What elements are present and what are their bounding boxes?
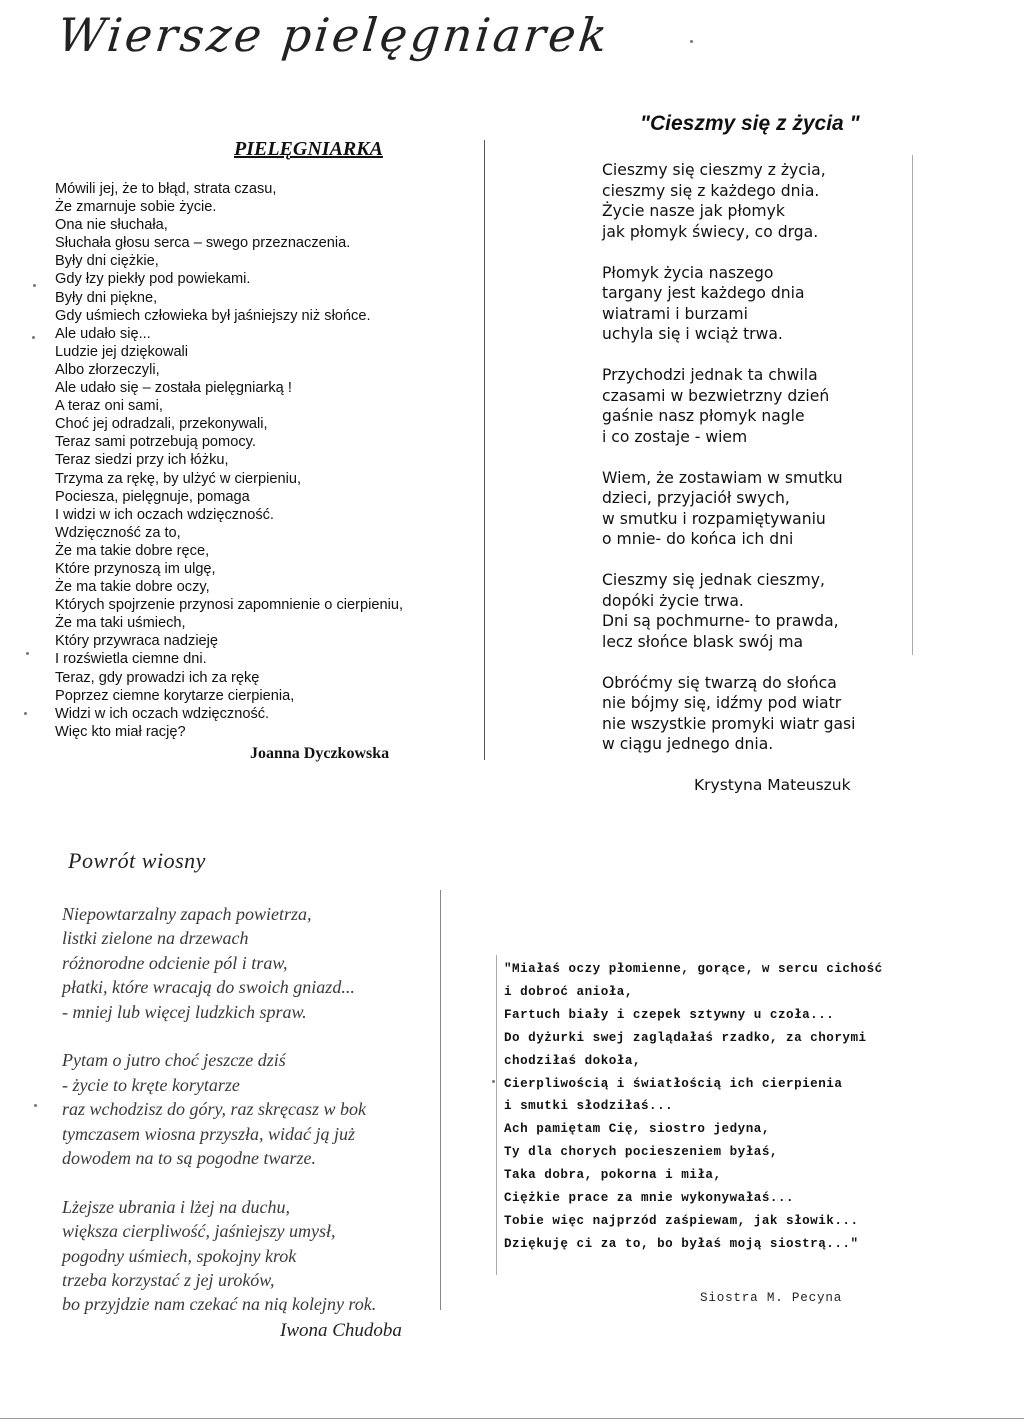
poem-2-body bbox=[602, 160, 902, 775]
poem-line: Wdzięczność za to, bbox=[55, 524, 181, 541]
scan-speck bbox=[24, 712, 27, 715]
poem-line: listki zielone na drzewach bbox=[62, 928, 249, 949]
stanza bbox=[602, 365, 902, 447]
poem-line: Ale udało się... bbox=[55, 325, 151, 342]
poem-line: Słuchała głosu serca – swego przeznaczenia. bbox=[55, 235, 351, 252]
poem-line: większa cierpliwość, jaśniejszy umysł, bbox=[62, 1221, 336, 1242]
poem-line: Tobie więc najprzód zaśpiewam, jak słowik... bbox=[504, 1213, 859, 1228]
poem-line: Że ma taki uśmiech, bbox=[55, 615, 186, 632]
poem-3-title: Powrót wiosny bbox=[68, 848, 206, 873]
poem-line: i dobroć anioła, bbox=[504, 984, 633, 999]
poem-line: Ludzie jej dziękowali bbox=[55, 343, 189, 360]
page-title: Wiersze pielęgniarek bbox=[55, 8, 613, 62]
poem-line: Więc kto miał rację? bbox=[55, 723, 186, 740]
poem-line: Taka dobra, pokorna i miła, bbox=[504, 1168, 722, 1183]
poem-line: Widzi w ich oczach wdzięczność. bbox=[55, 705, 270, 722]
poem-2-author: Krystyna Mateuszuk bbox=[694, 776, 851, 794]
poem-line: Ach pamiętam Cię, siostro jedyna, bbox=[504, 1122, 770, 1137]
poem-line: Teraz, gdy prowadzi ich za rękę bbox=[55, 669, 260, 686]
stanza bbox=[602, 570, 902, 652]
poem-line: i co zostaje - wiem bbox=[602, 427, 748, 446]
scan-speck bbox=[32, 336, 35, 339]
poem-line: Że ma takie dobre oczy, bbox=[55, 579, 210, 596]
stanza bbox=[62, 1048, 462, 1170]
poem-line: nie wszystkie promyki wiatr gasi bbox=[602, 714, 856, 733]
left-margin-line-bottom bbox=[496, 955, 497, 1275]
poem-line: gaśnie nasz płomyk nagle bbox=[602, 407, 805, 425]
poem-line: Dni są pochmurne- to prawda, bbox=[602, 612, 839, 630]
column-divider-top bbox=[484, 140, 485, 760]
poem-line: Teraz siedzi przy ich łóżku, bbox=[55, 452, 229, 469]
poem-line: "Miałaś oczy płomienne, gorące, w sercu cichość bbox=[504, 962, 883, 976]
poem-line: I rozświetla ciemne dni. bbox=[55, 651, 207, 668]
poem-1-author: Joanna Dyczkowska bbox=[250, 745, 390, 762]
poem-line: - mniej lub więcej ludzkich spraw. bbox=[62, 1001, 307, 1022]
poem-line: Których spojrzenie przynosi zapomnienie o cierpieniu, bbox=[55, 597, 403, 614]
scan-speck bbox=[690, 40, 693, 43]
poem-line: dopóki życie trwa. bbox=[602, 591, 744, 610]
poem-line: chodziłaś dokoła, bbox=[504, 1053, 641, 1068]
poem-line: Teraz sami potrzebują pomocy. bbox=[55, 434, 256, 451]
poem-line: - życie to kręte korytarze bbox=[62, 1074, 240, 1095]
poem-line: Choć jej odradzali, przekonywali, bbox=[55, 416, 268, 433]
scan-speck bbox=[26, 652, 29, 655]
poem-3-author: Iwona Chudoba bbox=[280, 1320, 402, 1341]
poem-2-title: "Cieszmy się z życia " bbox=[640, 112, 860, 135]
poem-line: Gdy łzy piekły pod powiekami. bbox=[55, 271, 251, 288]
poem-line: Fartuch biały i czepek sztywny u czoła... bbox=[504, 1007, 835, 1022]
poem-line: Ale udało się – została pielęgniarką ! bbox=[55, 380, 292, 397]
poem-line: Że zmarnuje sobie życie. bbox=[55, 199, 217, 216]
poem-line: Ciężkie prace za mnie wykonywałaś... bbox=[504, 1191, 795, 1206]
poem-line: cieszmy się z każdego dnia. bbox=[602, 181, 820, 200]
poem-line: Obróćmy się twarzą do słońca bbox=[602, 673, 837, 692]
poem-line: dzieci, przyjaciół swych, bbox=[602, 489, 790, 507]
poem-line: nie bójmy się, idźmy pod wiatr bbox=[602, 694, 842, 712]
stanza bbox=[602, 160, 902, 242]
poem-line: Życie nasze jak płomyk bbox=[602, 202, 785, 220]
poem-line: Pytam o jutro choć jeszcze dziś bbox=[62, 1050, 286, 1071]
poem-line: Do dyżurki swej zaglądałaś rzadko, za chorymi bbox=[504, 1030, 867, 1045]
poem-line: czasami w bezwietrzny dzień bbox=[602, 386, 830, 405]
poem-1-title: PIELĘGNIARKA bbox=[234, 138, 383, 160]
poem-line: Albo złorzeczyli, bbox=[55, 361, 160, 378]
poem-3-body bbox=[62, 902, 462, 1341]
poem-line: Mówili jej, że to błąd, strata czasu, bbox=[55, 181, 277, 197]
poem-line: Ona nie słuchała, bbox=[55, 217, 168, 234]
poem-line: Pociesza, pielęgnuje, pomaga bbox=[55, 488, 250, 505]
poem-line: uchyla się i wciąż trwa. bbox=[602, 325, 783, 343]
poem-line: raz wchodzisz do góry, raz skręcasz w bok bbox=[62, 1099, 367, 1120]
poem-line: różnorodne odcienie pól i traw, bbox=[62, 952, 288, 973]
poem-line: i smutki słodziłaś... bbox=[504, 1099, 674, 1114]
right-margin-line bbox=[912, 155, 913, 655]
scan-speck bbox=[33, 284, 36, 287]
stanza bbox=[602, 468, 902, 550]
scan-bottom-edge bbox=[0, 1418, 1024, 1419]
poem-line: wiatrami i burzami bbox=[602, 304, 748, 323]
poem-line: w smutku i rozpamiętywaniu bbox=[602, 509, 826, 528]
poem-line: Który przywraca nadzieję bbox=[55, 633, 219, 650]
scan-speck bbox=[34, 1104, 37, 1107]
poem-4-body bbox=[504, 958, 964, 1256]
stanza bbox=[62, 1195, 462, 1317]
poem-line: tymczasem wiosna przyszła, widać ją już bbox=[62, 1123, 356, 1144]
poem-line: Że ma takie dobre ręce, bbox=[55, 542, 210, 559]
poem-line: Trzyma za rękę, by ulżyć w cierpieniu, bbox=[55, 470, 302, 487]
poem-line: w ciągu jednego dnia. bbox=[602, 735, 774, 753]
poem-line: pogodny uśmiech, spokojny krok bbox=[62, 1245, 297, 1266]
poem-1-body bbox=[55, 180, 475, 741]
poem-line: Były dni piękne, bbox=[55, 289, 158, 306]
poem-line: Ty dla chorych pocieszeniem byłaś, bbox=[504, 1145, 778, 1160]
poem-line: I widzi w ich oczach wdzięczność. bbox=[55, 506, 274, 523]
poem-line: Cierpliwością i światłością ich cierpienia bbox=[504, 1076, 843, 1091]
poem-line: Płomyk życia naszego bbox=[602, 263, 774, 282]
poem-line: o mnie- do końca ich dni bbox=[602, 530, 794, 548]
poem-line: Były dni ciężkie, bbox=[55, 253, 159, 270]
poem-line: Gdy uśmiech człowieka był jaśniejszy niż słońce. bbox=[55, 307, 371, 324]
poem-line: Które przynoszą im ulgę, bbox=[55, 560, 216, 577]
poem-line: Poprzez ciemne korytarze cierpienia, bbox=[55, 687, 295, 704]
poem-line: Niepowtarzalny zapach powietrza, bbox=[62, 904, 312, 924]
scan-speck bbox=[492, 1080, 495, 1083]
poem-line: płatki, które wracają do swoich gniazd... bbox=[62, 977, 355, 998]
poem-line: Lżejsze ubrania i lżej na duchu, bbox=[62, 1196, 290, 1217]
stanza bbox=[62, 902, 462, 1024]
poem-line: bo przyjdzie nam czekać na nią kolejny rok. bbox=[62, 1294, 377, 1315]
stanza bbox=[602, 673, 902, 755]
stanza bbox=[602, 263, 902, 345]
poem-line: Wiem, że zostawiam w smutku bbox=[602, 468, 843, 487]
poem-line: Cieszmy się cieszmy z życia, bbox=[602, 161, 826, 179]
poem-line: Przychodzi jednak ta chwila bbox=[602, 366, 818, 384]
poem-line: lecz słońce blask swój ma bbox=[602, 632, 804, 651]
poem-line: dowodem na to są pogodne twarze. bbox=[62, 1148, 316, 1169]
poem-line: jak płomyk świecy, co drga. bbox=[602, 222, 819, 241]
poem-line: Dziękuję ci za to, bo byłaś moją siostrą..." bbox=[504, 1236, 859, 1251]
poem-line: Cieszmy się jednak cieszmy, bbox=[602, 571, 825, 589]
poem-4-author: Siostra M. Pecyna bbox=[700, 1291, 843, 1305]
poem-line: targany jest każdego dnia bbox=[602, 284, 805, 302]
poem-line: A teraz oni sami, bbox=[55, 398, 163, 415]
poem-line: trzeba korzystać z jej uroków, bbox=[62, 1270, 275, 1291]
